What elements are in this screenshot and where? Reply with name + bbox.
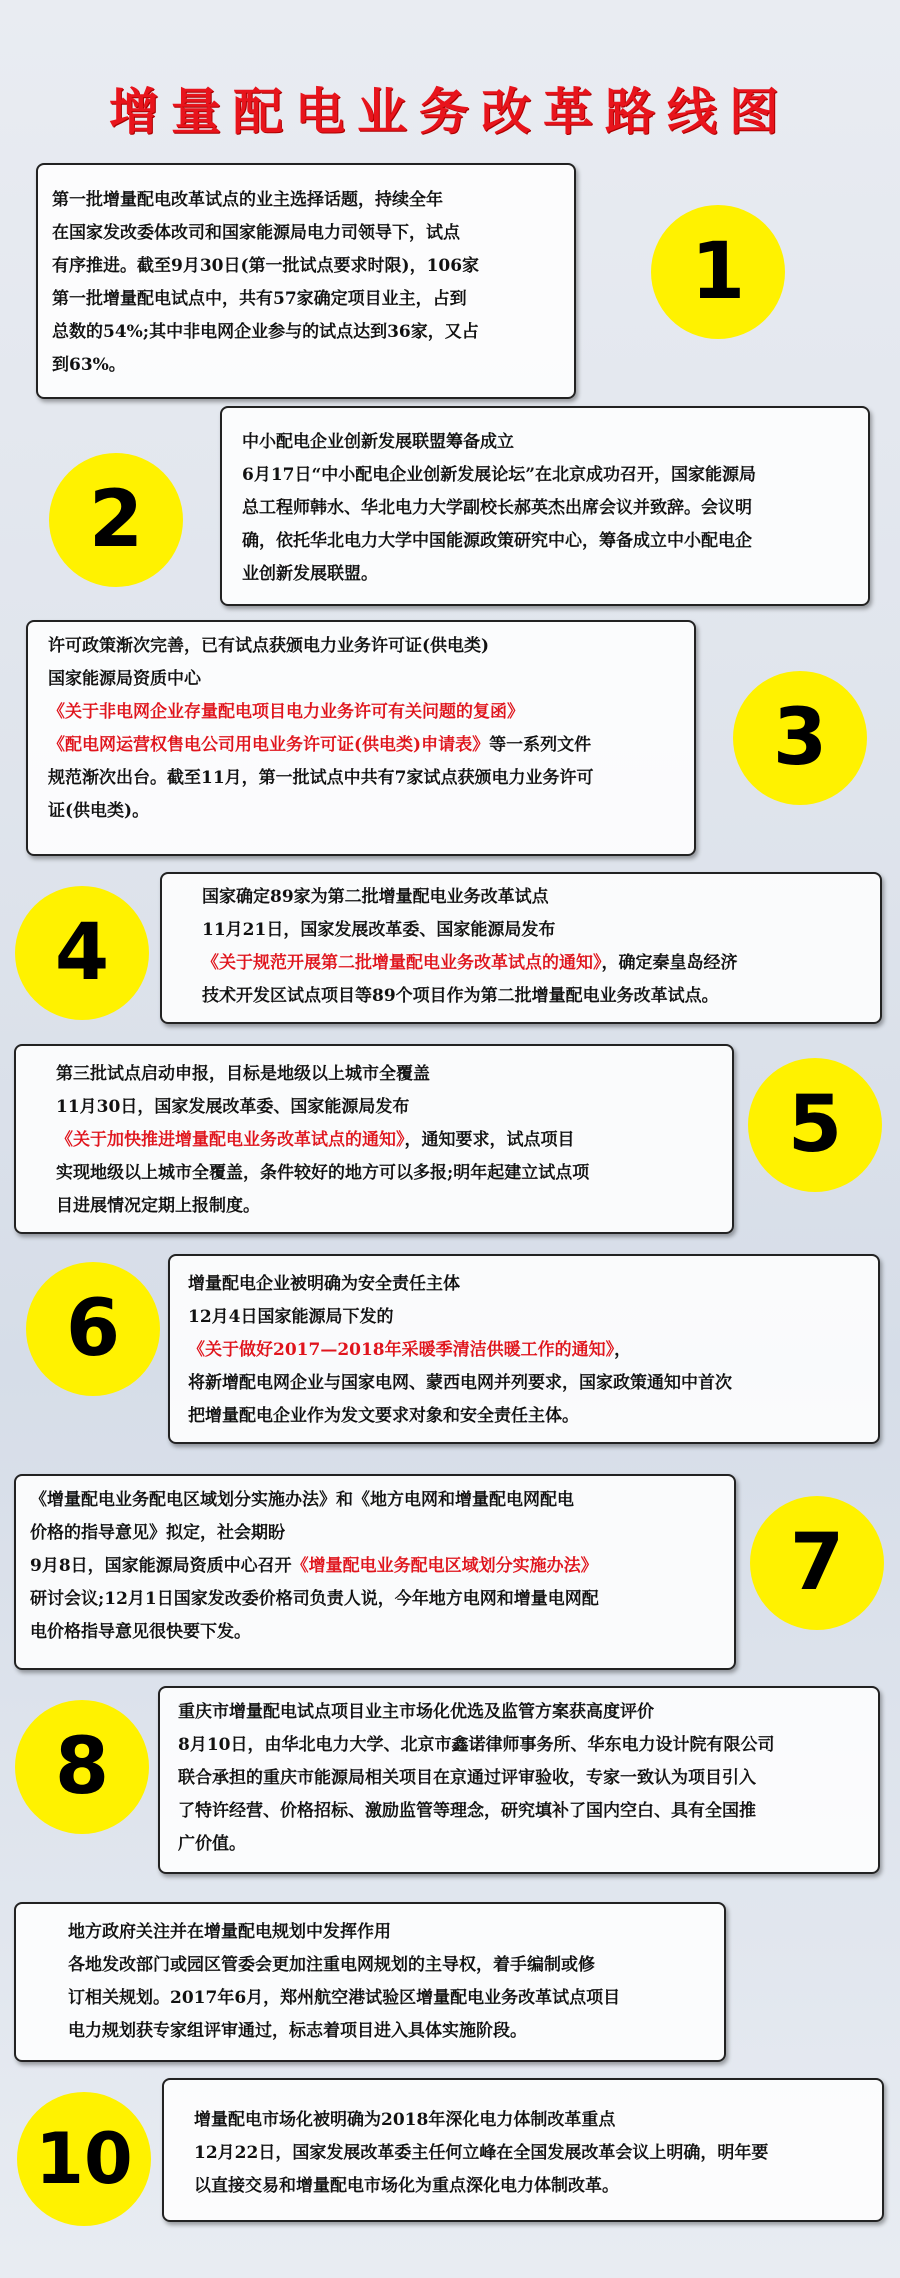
item-4-line: ，确定秦皇岛经济: [601, 953, 738, 973]
item-5-line: 11月30日，国家发展改革委、国家能源局发布: [56, 1097, 410, 1117]
item-3-line: 证(供电类)。: [48, 801, 150, 821]
item-4-line: 国家确定89家为第二批增量配电业务改革试点: [202, 887, 549, 907]
item-2-line: 确，依托华北电力大学中国能源政策研究中心，筹备成立中小配电企: [242, 531, 752, 551]
item-2-number: 2: [49, 453, 183, 587]
item-10-line: 增量配电市场化被明确为2018年深化电力体制改革重点: [194, 2110, 616, 2130]
item-9-card: [14, 1902, 726, 2062]
item-3-card: [26, 620, 696, 856]
page-title: 增量配电业务改革路线图: [109, 83, 791, 141]
item-1-line: 有序推进。截至9月30日(第一批试点要求时限)，106家: [52, 256, 480, 276]
item-8-number: 8: [15, 1700, 149, 1834]
item-5-line: 第三批试点启动申报，目标是地级以上城市全覆盖: [56, 1064, 430, 1084]
item-4-line: 11月21日，国家发展改革委、国家能源局发布: [202, 920, 556, 940]
item-10-number: 10: [17, 2092, 151, 2226]
item-5-line: 目进展情况定期上报制度。: [56, 1196, 260, 1216]
item-8-line: 重庆市增量配电试点项目业主市场化优选及监管方案获高度评价: [178, 1702, 654, 1722]
item-6-line: ，: [614, 1340, 632, 1360]
item-4-line: 技术开发区试点项目等89个项目作为第二批增量配电业务改革试点。: [202, 986, 719, 1006]
item-4-card: [160, 872, 882, 1024]
item-7-line: 电价格指导意见很快要下发。: [30, 1622, 251, 1642]
item-3-line: 国家能源局资质中心: [48, 669, 201, 689]
item-5-line: 实现地级以上城市全覆盖，条件较好的地方可以多报;明年起建立试点项: [56, 1163, 590, 1183]
item-3-doc-title: 《关于非电网企业存量配电项目电力业务许可有关问题的复函》: [48, 702, 524, 722]
item-8-line: 广价值。: [178, 1834, 246, 1854]
item-2-line: 中小配电企业创新发展联盟筹备成立: [242, 432, 514, 452]
item-1-card: [36, 163, 576, 399]
item-2-line: 6月17日“中小配电企业创新发展论坛”在北京成功召开，国家能源局: [242, 465, 757, 485]
item-1-line: 到63%。: [52, 355, 126, 375]
item-4-number: 4: [15, 886, 149, 1020]
item-3-line: 等一系列文件: [489, 735, 592, 755]
item-6-line: 12月4日国家能源局下发的: [188, 1307, 394, 1327]
item-9-line: 订相关规划。2017年6月，郑州航空港试验区增量配电业务改革试点项目: [68, 1988, 621, 2008]
item-3-line: 规范渐次出台。截至11月，第一批试点中共有7家试点获颁电力业务许可: [48, 768, 594, 788]
item-7-card: [14, 1474, 736, 1670]
item-1-line: 总数的54%;其中非电网企业参与的试点达到36家，又占: [52, 322, 479, 342]
item-3-doc-title: 《配电网运营权售电公司用电业务许可证(供电类)申请表》: [48, 735, 490, 755]
item-10-line: 以直接交易和增量配电市场化为重点深化电力体制改革。: [194, 2176, 619, 2196]
item-6-doc-title: 《关于做好2017—2018年采暖季清洁供暖工作的通知》: [188, 1340, 615, 1360]
item-6-number: 6: [26, 1262, 160, 1396]
item-7-line: 研讨会议;12月1日国家发改委价格司负责人说，今年地方电网和增量电网配: [30, 1589, 599, 1609]
item-2-card: [220, 406, 870, 606]
item-6-line: 把增量配电企业作为发文要求对象和安全责任主体。: [188, 1406, 579, 1426]
item-5-line: ，通知要求，试点项目: [404, 1130, 575, 1150]
item-2-line: 总工程师韩水、华北电力大学副校长郝英杰出席会议并致辞。会议明: [242, 498, 752, 518]
item-6-line: 增量配电企业被明确为安全责任主体: [188, 1274, 460, 1294]
item-9-line: 各地发改部门或园区管委会更加注重电网规划的主导权，着手编制或修: [68, 1955, 595, 1975]
item-7-line: 价格的指导意见》拟定，社会期盼: [30, 1523, 285, 1543]
item-7-doc-title: 《增量配电业务配电区域划分实施办法》: [291, 1556, 598, 1576]
item-10-line: 12月22日，国家发展改革委主任何立峰在全国发展改革会议上明确，明年要: [194, 2143, 769, 2163]
item-5-number: 5: [748, 1058, 882, 1192]
item-7-line: 9月8日，国家能源局资质中心召开: [30, 1556, 292, 1576]
item-9-line: 电力规划获专家组评审通过，标志着项目进入具体实施阶段。: [68, 2021, 527, 2041]
item-2-line: 业创新发展联盟。: [242, 564, 378, 584]
item-1-line: 在国家发改委体改司和国家能源局电力司领导下，试点: [52, 223, 460, 243]
item-9-line: 地方政府关注并在增量配电规划中发挥作用: [68, 1922, 391, 1942]
item-8-line: 了特许经营、价格招标、激励监管等理念，研究填补了国内空白、具有全国推: [178, 1801, 756, 1821]
item-7-line: 《增量配电业务配电区域划分实施办法》和《地方电网和增量配电网配电: [30, 1490, 574, 1510]
item-6-card: [168, 1254, 880, 1444]
item-3-line: 许可政策渐次完善，已有试点获颁电力业务许可证(供电类): [48, 636, 490, 656]
item-5-card: [14, 1044, 734, 1234]
item-8-card: [158, 1686, 880, 1874]
item-1-line: 第一批增量配电试点中，共有57家确定项目业主，占到: [52, 289, 467, 309]
item-10-card: [162, 2078, 884, 2222]
item-1-number: 1: [651, 205, 785, 339]
item-8-line: 联合承担的重庆市能源局相关项目在京通过评审验收，专家一致认为项目引入: [178, 1768, 756, 1788]
item-8-line: 8月10日，由华北电力大学、北京市鑫诺律师事务所、华东电力设计院有限公司: [178, 1735, 775, 1755]
item-3-number: 3: [733, 671, 867, 805]
item-4-doc-title: 《关于规范开展第二批增量配电业务改革试点的通知》: [202, 953, 602, 973]
item-1-line: 第一批增量配电改革试点的业主选择话题，持续全年: [52, 190, 443, 210]
item-6-line: 将新增配电网企业与国家电网、蒙西电网并列要求，国家政策通知中首次: [188, 1373, 732, 1393]
item-5-doc-title: 《关于加快推进增量配电业务改革试点的通知》: [56, 1130, 405, 1150]
item-7-number: 7: [750, 1496, 884, 1630]
